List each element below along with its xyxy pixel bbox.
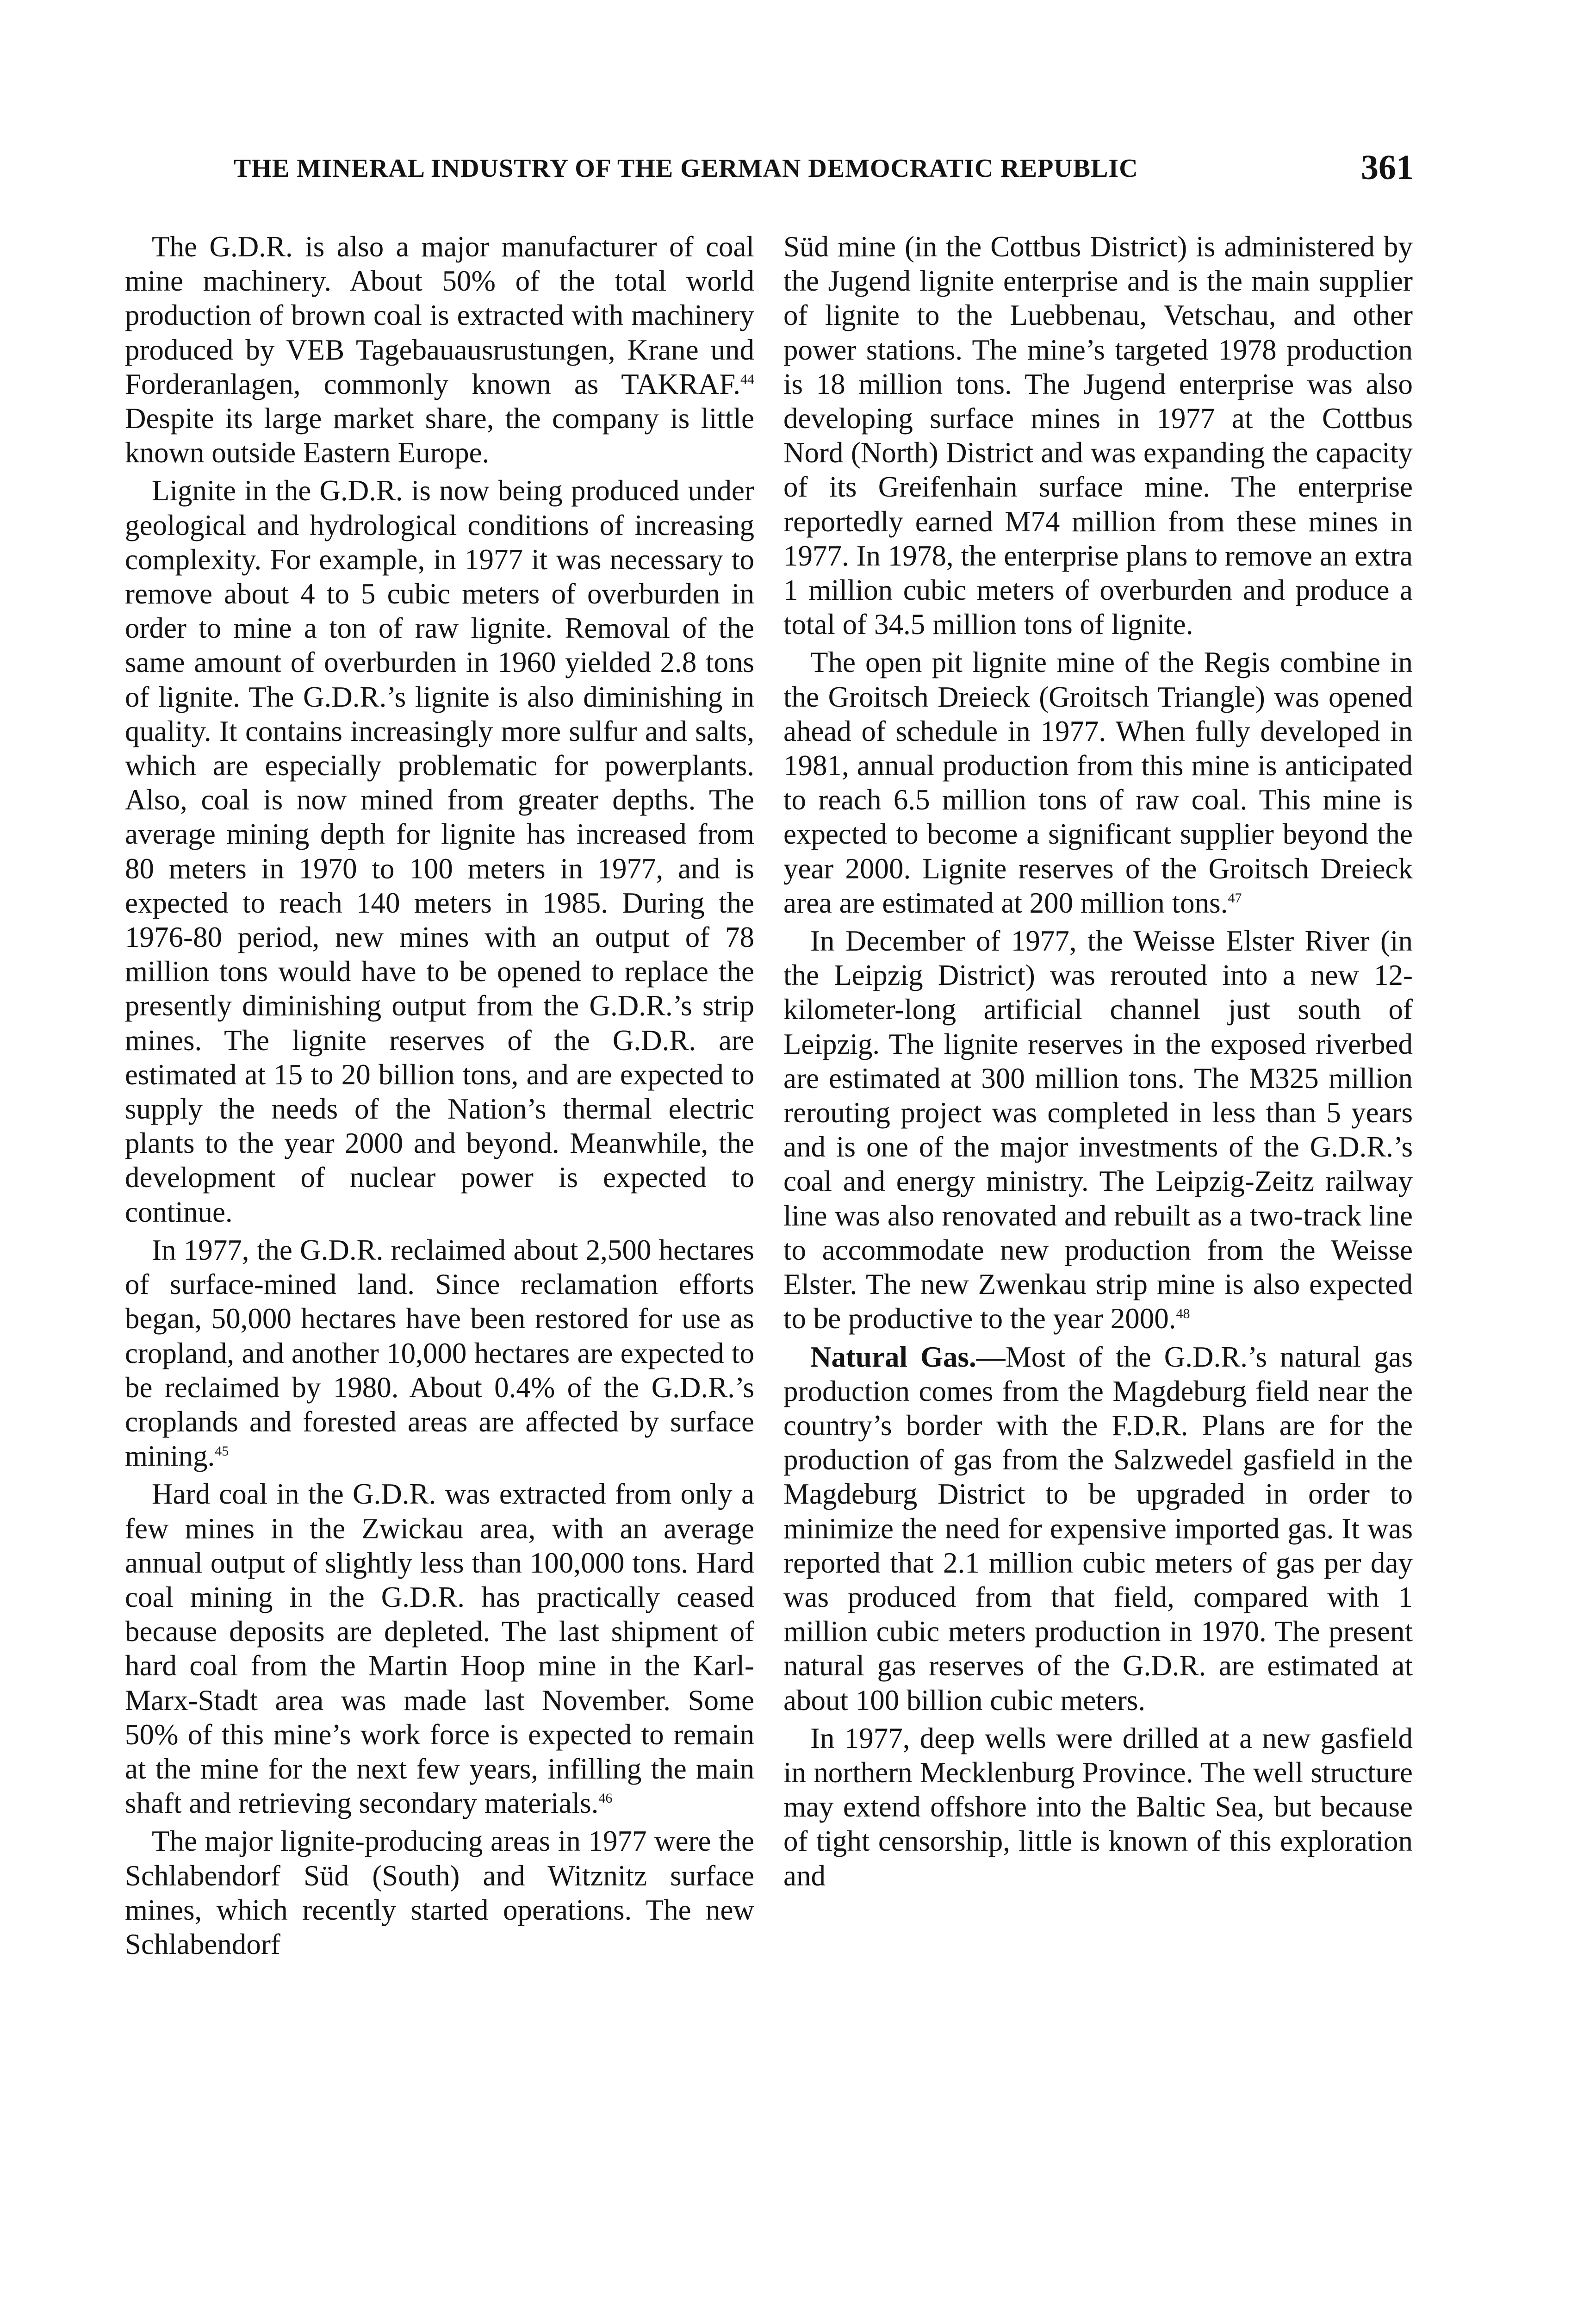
section-run-in-heading: Natural Gas.— [810, 1340, 1006, 1373]
paragraph-text: In 1977, the G.D.R. reclaimed about 2,500 hectares of surface-mined land. Since reclamation efforts began, 50,000 hectares have been restored for use as cropland, and another 10,000 hectares are expected to be reclaimed by 1980. About 0.4% of the G.D.R.’s croplands and forested areas are affected by surface mining. [125, 1233, 754, 1473]
paragraph [783, 1340, 1413, 1717]
paragraph [125, 1233, 754, 1473]
paragraph-text-continued: Despite its large market share, the company is little known outside Eastern Europe. [125, 402, 754, 469]
paragraph [783, 230, 1413, 641]
footnote-ref: 46 [598, 1791, 613, 1806]
right-column [783, 230, 1413, 1897]
footnote-ref: 45 [215, 1443, 229, 1459]
left-column [125, 230, 754, 1965]
paragraph [783, 924, 1413, 1336]
paragraph [125, 1477, 754, 1820]
paragraph-text: The major lignite-producing areas in 1977 were the Schlabendorf Süd (South) and Witznitz surface mines, which recently started operations. The new Schlabendorf [125, 1825, 754, 1960]
paragraph [125, 1824, 754, 1961]
footnote-ref: 47 [1228, 890, 1242, 906]
paragraph-text: In 1977, deep wells were drilled at a new gasfield in northern Mecklenburg Province. The well structure may extend offshore into the Baltic Sea, but because of tight censorship, little is known of this exploration and [783, 1722, 1413, 1892]
paragraph-text: Süd mine (in the Cottbus District) is administered by the Jugend lignite enterprise and is the main supplier of lignite to the Luebbenau, Vetschau, and other power stations. The mine’s targeted 1978 production is 18 million tons. The Jugend enterprise was also developing surface mines in 1977 at the Cottbus Nord (North) District and was expanding the capacity of its Greifenhain surface mine. The enterprise reportedly earned M74 million from these mines in 1977. In 1978, the enterprise plans to remove an extra 1 million cubic meters of overburden and produce a total of 34.5 million tons of lignite. [783, 230, 1413, 641]
footnote-ref: 44 [740, 371, 754, 387]
paragraph [125, 473, 754, 1229]
paragraph-text: Lignite in the G.D.R. is now being produced under geological and hydrological conditions of increasing complexity. For example, in 1977 it was necessary to remove about 4 to 5 cubic meters of overburden in order to mine a ton of raw lignite. Removal of the same amount of overburden in 1960 yielded 2.8 tons of lignite. The G.D.R.’s lignite is also diminishing in quality. It contains increasingly more sulfur and salts, which are especially problematic for powerplants. Also, coal is now mined from greater depths. The average mining depth for lignite has increased from 80 meters in 1970 to 100 meters in 1977, and is expected to reach 140 meters in 1985. During the 1976-80 period, new mines with an output of 78 million tons would have to be opened to replace the presently diminishing output from the G.D.R.’s strip mines. The lignite reserves of the G.D.R. are estimated at 15 to 20 billion tons, and are expected to supply the needs of the Nation’s thermal electric plants to the year 2000 and beyond. Meanwhile, the development of nuclear power is expected to continue. [125, 474, 754, 1228]
paragraph-text: The G.D.R. is also a major manufacturer of coal mine machinery. About 50% of the total world production of brown coal is extracted with machinery produced by VEB Tagebauausrustungen, Krane und Forderanlagen, commonly known as TAKRAF. [125, 230, 754, 400]
paragraph [783, 1721, 1413, 1893]
paragraph-text: Most of the G.D.R.’s natural gas production comes from the Magdeburg field near the country’s border with the F.D.R. Plans are for the production of gas from the Salzwedel gasfield in the Magdeburg District to be upgraded in order to minimize the need for expensive imported gas. It was reported that 2.1 million cubic meters of gas per day was produced from that field, compared with 1 million cubic meters production in 1970. The present natural gas reserves of the G.D.R. are estimated at about 100 billion cubic meters. [783, 1340, 1413, 1717]
paragraph-text: Hard coal in the G.D.R. was extracted from only a few mines in the Zwickau area, with an average annual output of slightly less than 100,000 tons. Hard coal mining in the G.D.R. has practically ceased because deposits are depleted. The last shipment of hard coal from the Martin Hoop mine in the Karl-Marx-Stadt area was made last November. Some 50% of this mine’s work force is expected to remain at the mine for the next few years, infilling the main shaft and retrieving secondary materials. [125, 1478, 754, 1820]
running-title: THE MINERAL INDUSTRY OF THE GERMAN DEMOCRATIC REPUBLIC [234, 154, 1138, 183]
footnote-ref: 48 [1176, 1306, 1190, 1322]
paragraph [125, 230, 754, 470]
paragraph-text: The open pit lignite mine of the Regis combine in the Groitsch Dreieck (Groitsch Triangle) was opened ahead of schedule in 1977. When fully developed in 1981, annual production from this mine is anticipated to reach 6.5 million tons of raw coal. This mine is expected to become a significant supplier beyond the year 2000. Lignite reserves of the Groitsch Dreieck area are estimated at 200 million tons. [783, 646, 1413, 919]
paragraph [783, 645, 1413, 920]
running-header [234, 139, 1414, 190]
paragraph-text: In December of 1977, the Weisse Elster River (in the Leipzig District) was rerouted into a new 12-kilometer-long artificial channel just south of Leipzig. The lignite reserves in the exposed riverbed are estimated at 300 million tons. The M325 million rerouting project was completed in less than 5 years and is one of the major investments of the G.D.R.’s coal and energy ministry. The Leipzig-Zeitz railway line was also renovated and rebuilt as a two-track line to accommodate new production from the Weisse Elster. The new Zwenkau strip mine is also expected to be productive to the year 2000. [783, 925, 1413, 1335]
page-number: 361 [1361, 148, 1414, 187]
